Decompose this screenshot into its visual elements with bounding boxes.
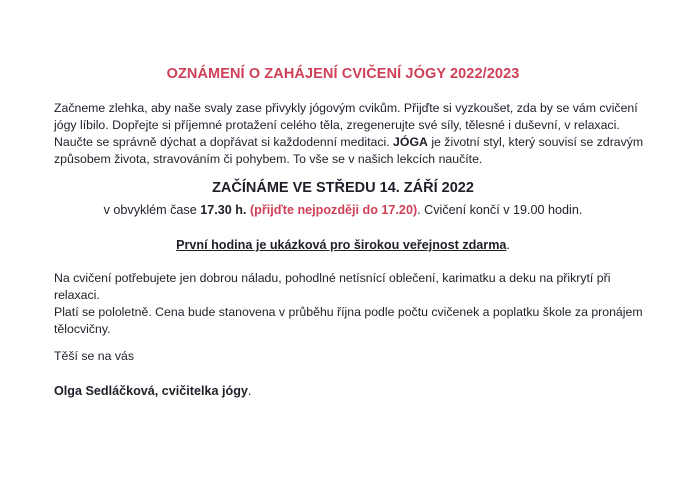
- intro-paragraph: [54, 100, 644, 168]
- start-time-line: [0, 203, 686, 217]
- greeting: Těší se na vás: [54, 349, 134, 363]
- start-time: 17.30 h.: [200, 203, 247, 217]
- start-headline: ZAČÍNÁME VE STŘEDU 14. ZÁŘÍ 2022: [212, 180, 474, 196]
- info-line-equipment: Na cvičení potřebujete jen dobrou náladu, pohodlné netísnící oblečení, karimatku a deku na přikrytí při relaxaci.: [54, 271, 611, 302]
- signature-name: Olga Sedláčková, cvičitelka jógy: [54, 384, 248, 398]
- intro-text-1: Začneme zlehka, aby naše svaly zase přivykly jógovým cvikům. Přijďte si vyzkoušet, zda by se vám cvičení jógy líbilo. Dopřejte si příjemné protažení celého těla, zregenerujte své síly, tělesné i duševní, v relaxaci. Naučte se správně dýchat a dopřávat si každodenní meditaci.: [54, 101, 638, 149]
- signature: [54, 384, 251, 398]
- intro-text-2: je životní styl, který souvisí se zdravým způsobem života, stravováním či pohybem. To vše se v našich lekcích naučíte.: [54, 135, 644, 166]
- arrival-note: (přijďte nejpozději do 17.20): [249, 203, 418, 217]
- info-line-payment: Platí se pololetně. Cena bude stanovena v průběhu října podle počtu cvičenek a poplatku škole za pronájem tělocvičny.: [54, 305, 643, 336]
- announcement-title: OZNÁMENÍ O ZAHÁJENÍ CVIČENÍ JÓGY 2022/2023: [166, 66, 520, 82]
- free-lesson-line: [0, 238, 686, 252]
- intro-bold-yoga: JÓGA: [393, 135, 428, 149]
- info-paragraph: [54, 270, 644, 338]
- free-lesson-text: První hodina je ukázková pro širokou veřejnost zdarma: [176, 238, 507, 252]
- time-prefix: v obvyklém čase: [103, 203, 201, 217]
- signature-end: .: [247, 384, 252, 398]
- free-lesson-end: .: [506, 238, 510, 252]
- end-time-text: . Cvičení končí v 19.00 hodin.: [417, 203, 583, 217]
